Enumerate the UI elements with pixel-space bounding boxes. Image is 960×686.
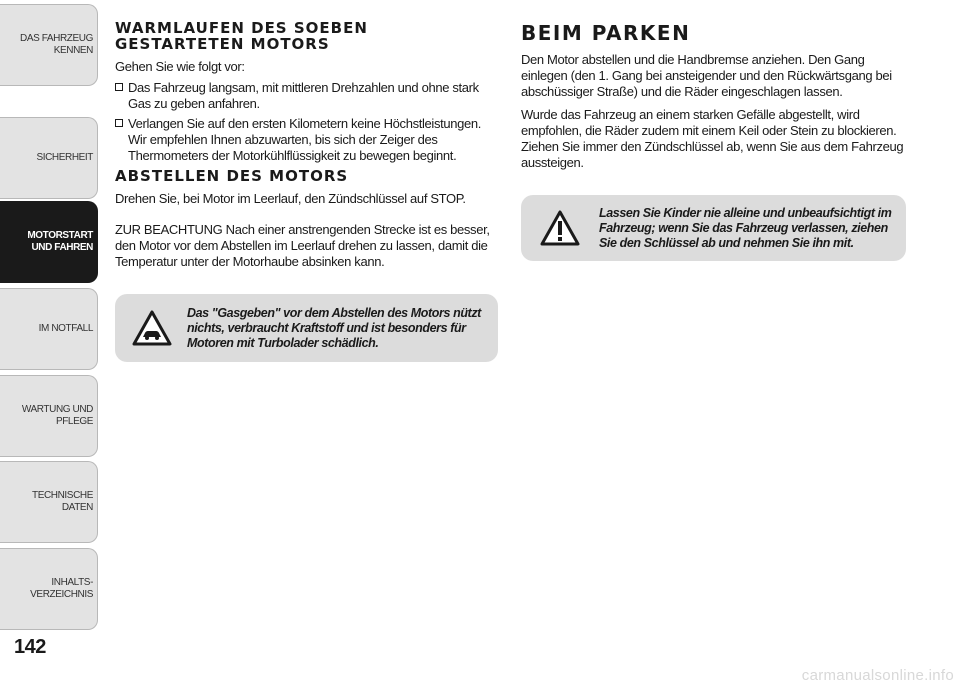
stop-text: Drehen Sie, bei Motor im Leerlauf, den Zündschlüssel auf STOP. <box>115 191 466 206</box>
exclamation-warning-icon <box>535 210 585 246</box>
tab-technische-daten[interactable]: TECHNISCHE DATEN <box>0 461 98 543</box>
left-column <box>115 20 498 362</box>
tab-sicherheit[interactable]: SICHERHEIT <box>0 117 98 199</box>
tab-wartung-und-pflege[interactable]: WARTUNG UND PFLEGE <box>0 375 98 457</box>
parking-heading: BEIM PARKEN <box>521 21 691 45</box>
stop-note: ZUR BEACHTUNG Nach einer anstrengenden Strecke ist es besser, den Motor vor dem Abstellen im Leerlauf drehen zu lassen, damit die Temperatur unter der Motorhaube absinken kann. <box>115 222 490 269</box>
page-number: 142 <box>14 636 46 658</box>
tab-das-fahrzeug-kennen[interactable]: DAS FAHRZEUG KENNEN <box>0 4 98 86</box>
tab-inhaltsverzeichnis[interactable]: INHALTS- VERZEICHNIS <box>0 548 98 630</box>
warmup-list <box>115 80 498 164</box>
tab-im-notfall[interactable]: IM NOTFALL <box>0 288 98 370</box>
checkbox-bullet-icon <box>115 119 123 127</box>
right-column <box>521 20 906 261</box>
list-item <box>115 116 498 164</box>
warmup-heading: WARMLAUFEN DES SOEBEN GESTARTETEN MOTORS <box>115 19 368 53</box>
parking-paragraph-1: Den Motor abstellen und die Handbremse anziehen. Den Gang einlegen (den 1. Gang bei ansteigender und den Rückwärtsgang bei abschüssiger Straße) und die Räder eingeschlagen lassen. <box>521 52 892 99</box>
engine-warning-box <box>115 294 498 362</box>
car-warning-icon <box>127 310 177 346</box>
engine-warning-text: Das "Gasgeben" vor dem Abstellen des Motors nützt nichts, verbraucht Kraftstoff und ist besonders für Motoren mit Turbolader schädlich. <box>187 305 481 350</box>
list-item-text: Verlangen Sie auf den ersten Kilometern keine Höchstleistungen. Wir empfehlen Ihnen abzuwarten, bis sich der Zeiger des Thermometers der Motorkühlflüssigkeit zu bewegen beginnt. <box>128 116 482 163</box>
stop-heading: ABSTELLEN DES MOTORS <box>115 167 349 185</box>
list-item <box>115 80 498 112</box>
checkbox-bullet-icon <box>115 83 123 91</box>
list-item-text: Das Fahrzeug langsam, mit mittleren Drehzahlen und ohne stark Gas zu geben anfahren. <box>128 80 479 111</box>
chapter-sidebar <box>0 0 100 640</box>
children-warning-box <box>521 195 906 261</box>
parking-paragraph-2: Wurde das Fahrzeug an einem starken Gefälle abgestellt, wird empfohlen, die Räder zudem mit einem Keil oder Stein zu blockieren. Ziehen Sie immer den Zündschlüssel ab, wenn Sie aus dem Fahrzeug aussteigen. <box>521 107 904 170</box>
warmup-intro: Gehen Sie wie folgt vor: <box>115 59 245 74</box>
children-warning-text: Lassen Sie Kinder nie alleine und unbeaufsichtigt im Fahrzeug; wenn Sie das Fahrzeug verlassen, ziehen Sie den Schlüssel ab und nehmen Sie ihn mit. <box>599 205 892 250</box>
tab-motorstart-und-fahren[interactable]: MOTORSTART UND FAHREN <box>0 201 98 283</box>
watermark: carmanualsonline.info <box>801 667 954 684</box>
